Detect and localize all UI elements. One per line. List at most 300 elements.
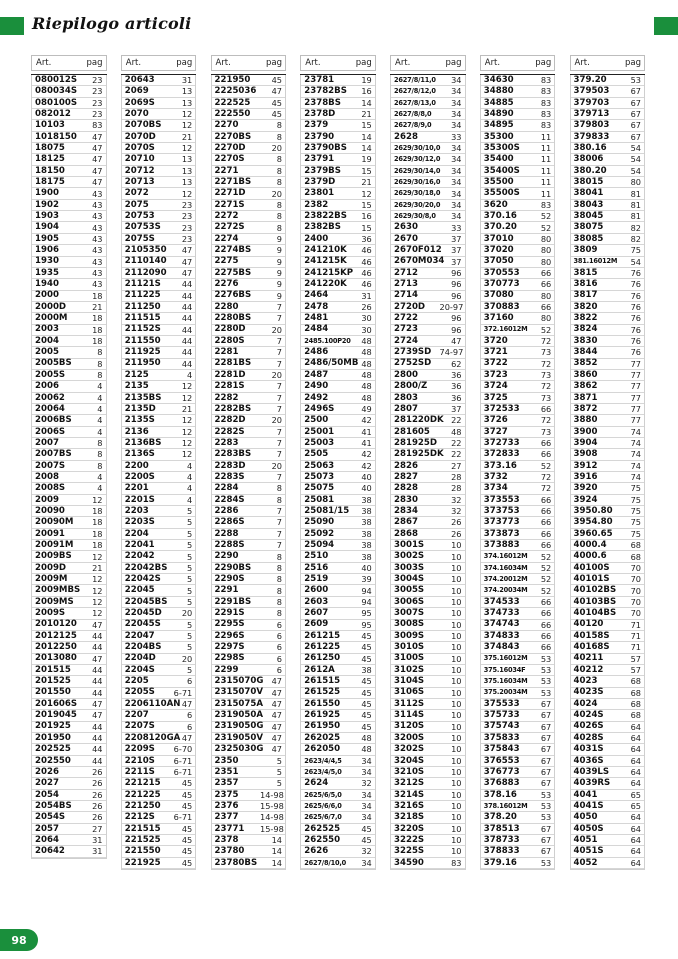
page-ref: 14-98: [260, 789, 284, 800]
table-row: [391, 359, 465, 370]
article-code: 2627/8/13,0: [394, 98, 436, 107]
page-title: Riepilogo articoli: [32, 14, 192, 33]
page-ref: 96: [451, 290, 462, 301]
table-row: [122, 801, 196, 812]
header-pag-label: pag: [176, 58, 193, 68]
table-row: [571, 597, 645, 608]
table-row: [122, 710, 196, 721]
table-row: [391, 404, 465, 415]
article-code: 3880: [573, 415, 598, 426]
article-code: 25090: [304, 517, 335, 528]
index-column: [121, 55, 197, 917]
table-row: [122, 767, 196, 778]
page-ref: 46: [361, 245, 372, 256]
page-ref: 26: [451, 517, 462, 528]
page-ref: 66: [540, 438, 552, 449]
page-ref: 23: [181, 222, 193, 233]
table-row: [391, 688, 465, 699]
table-row: [571, 75, 645, 86]
article-code: 3723: [483, 369, 508, 380]
page-ref: 45: [361, 698, 372, 709]
table-row: [122, 506, 196, 517]
page-ref: 67: [540, 835, 552, 846]
table-row: [122, 551, 196, 562]
article-code: 2283: [214, 437, 239, 448]
page-ref: 47: [92, 619, 103, 630]
table-row: [481, 495, 555, 506]
table-row: [122, 143, 196, 154]
article-code: 375.16034M: [483, 677, 528, 686]
article-code: 2299: [214, 664, 239, 675]
article-code: 2284: [214, 483, 239, 494]
table-row: [32, 381, 106, 392]
page-ref: 41: [361, 426, 372, 437]
table-row: [481, 109, 555, 120]
article-code: 2069: [124, 86, 149, 97]
article-code: 2603: [304, 596, 329, 607]
page-ref: 46: [361, 267, 372, 278]
article-code: 2272: [214, 211, 239, 221]
table-row: [32, 427, 106, 438]
table-row: [212, 75, 286, 86]
page-ref: 8: [276, 120, 282, 131]
table-row: [122, 188, 196, 199]
table-row: [481, 98, 555, 109]
page-ref: 30: [361, 324, 372, 335]
page-ref: 8: [97, 438, 103, 449]
page-ref: 45: [361, 676, 372, 687]
article-code: 2009MBS: [35, 585, 81, 596]
page-ref: 48: [361, 347, 372, 358]
page-ref: 6-71: [173, 812, 193, 823]
table-row: [481, 824, 555, 835]
table-row: [391, 222, 465, 233]
article-code: 2290BS: [214, 562, 252, 573]
table-row: [32, 154, 106, 165]
page-ref: 52: [540, 562, 552, 573]
page-ref: 10: [451, 664, 462, 675]
table-row: [301, 812, 375, 823]
page-ref: 64: [630, 733, 641, 743]
table-row: [122, 790, 196, 801]
page-ref: 67: [540, 846, 552, 857]
header-pag-label: pag: [445, 58, 462, 68]
article-code: 221925: [124, 857, 161, 868]
table-row: [122, 86, 196, 97]
page-ref: 76: [630, 324, 641, 335]
page-ref: 12: [181, 392, 193, 403]
page-ref: 8: [276, 222, 282, 233]
article-code: 23782BS: [304, 86, 347, 97]
table-row: [122, 427, 196, 438]
table-row: [301, 744, 375, 755]
page-ref: 45: [181, 835, 193, 846]
article-code: 2008: [35, 471, 59, 482]
table-row: [122, 608, 196, 619]
page-ref: 66: [540, 494, 552, 505]
page-ref: 95: [361, 608, 372, 619]
table-row: [212, 222, 286, 233]
table-row: [122, 835, 196, 846]
table-row: [481, 222, 555, 233]
page-ref: 43: [92, 245, 103, 256]
page-ref: 80: [540, 245, 552, 256]
page-ref: 83: [540, 86, 552, 97]
page-ref: 8: [276, 211, 282, 222]
page-ref: 41: [361, 438, 372, 449]
page-ref: 71: [630, 619, 641, 630]
table-row: [301, 529, 375, 540]
table-row: [122, 461, 196, 472]
table-row: [481, 756, 555, 767]
table-row: [301, 313, 375, 324]
table-row: [391, 551, 465, 562]
table-row: [122, 313, 196, 324]
article-code: 211925: [124, 347, 161, 358]
article-code: 2519: [304, 574, 329, 584]
table-row: [391, 325, 465, 336]
article-code: 37050: [483, 256, 514, 267]
page-ref: 44: [92, 755, 103, 766]
article-code: 3212S: [394, 778, 425, 789]
table-row: [301, 302, 375, 313]
article-code: 2271BS: [214, 176, 252, 187]
page-ref: 80: [540, 313, 552, 324]
table-row: [301, 381, 375, 392]
page-ref: 12: [181, 109, 193, 120]
table-row: [301, 483, 375, 494]
article-code: 23791: [304, 154, 335, 165]
article-code: 34590: [394, 857, 424, 868]
table-row: [301, 86, 375, 97]
table-row: [571, 801, 645, 812]
page-ref: 43: [92, 279, 103, 290]
page-ref: 68: [630, 551, 641, 562]
table-row: [391, 188, 465, 199]
table-row: [571, 506, 645, 517]
table-row: [122, 132, 196, 143]
table-row: [122, 812, 196, 823]
page-ref: 11: [540, 154, 552, 165]
page-ref: 64: [630, 823, 641, 834]
article-code: 375.16034F: [483, 665, 526, 674]
article-code: 23781: [304, 74, 335, 85]
article-code: 2204BS: [124, 642, 162, 653]
table-row: [301, 540, 375, 551]
page-ref: 32: [451, 494, 462, 505]
article-code: 2110140: [124, 256, 167, 267]
page-ref: 7: [276, 313, 282, 324]
table-row: [212, 631, 286, 642]
header-pag-label: pag: [535, 58, 552, 68]
table-row: [481, 143, 555, 154]
table-row: [301, 733, 375, 744]
table-row: [301, 415, 375, 426]
page-ref: 52: [540, 222, 552, 233]
page-ref: 47: [92, 131, 103, 142]
page-ref: 80: [540, 233, 552, 244]
page-ref: 44: [92, 630, 103, 641]
article-code: 2319050G: [214, 721, 264, 732]
article-code: 22042BS: [124, 562, 168, 573]
table-row: [481, 75, 555, 86]
page-ref: 64: [630, 744, 641, 755]
page-ref: 15: [361, 199, 372, 210]
article-code: 221550: [124, 846, 161, 857]
article-code: 3222S: [394, 834, 425, 845]
page-ref: 11: [540, 143, 552, 154]
article-code: 2072: [124, 188, 149, 199]
table-row: [122, 699, 196, 710]
header-pag-label: pag: [266, 58, 282, 68]
page-ref: 47: [92, 143, 103, 154]
page-ref: 14: [271, 835, 282, 846]
table-row: [32, 370, 106, 381]
page-ref: 26: [92, 767, 103, 778]
table-row: [122, 778, 196, 789]
article-code: 2297S: [214, 642, 245, 653]
article-code: 2485.100P20: [304, 336, 351, 345]
article-code: 1902: [35, 199, 59, 210]
article-code: 3202S: [394, 744, 425, 755]
article-code: 2723: [394, 324, 418, 335]
article-code: 2270S: [214, 154, 245, 165]
page-ref: 31: [361, 290, 372, 301]
table-row: [481, 597, 555, 608]
table-row: [32, 812, 106, 823]
page-ref: 6: [187, 676, 193, 687]
table-row: [301, 359, 375, 370]
page-ref: 5: [187, 517, 193, 528]
article-code: 201525: [35, 676, 71, 687]
article-code: 2830: [394, 494, 418, 505]
page-ref: 83: [540, 75, 552, 86]
table-row: [212, 551, 286, 562]
article-code: 373773: [483, 517, 520, 528]
page-ref: 77: [630, 358, 641, 369]
page-ref: 12: [181, 188, 193, 199]
page-ref: 64: [630, 812, 641, 823]
article-code: 3862: [573, 381, 598, 392]
article-code: 2004: [35, 335, 59, 346]
table-row: [212, 688, 286, 699]
table-row: [301, 756, 375, 767]
page-ref: 39: [361, 574, 372, 585]
table-row: [571, 744, 645, 755]
page-ref: 38: [361, 494, 372, 505]
article-code: 4050S: [573, 823, 604, 834]
page-ref: 32: [361, 846, 372, 857]
page-ref: 47: [271, 698, 282, 709]
table-row: [212, 642, 286, 653]
article-code: 2203S: [124, 517, 155, 528]
article-code: 241210K: [304, 245, 347, 256]
article-code: 2629/30/20,0: [394, 200, 441, 209]
article-code: 2205S: [124, 687, 155, 698]
page-ref: 76: [630, 290, 641, 301]
table-row: [32, 642, 106, 653]
page-ref: 8: [97, 347, 103, 358]
table-row: [122, 177, 196, 188]
page-ref: 46: [361, 279, 372, 290]
page-ref: 7: [276, 381, 282, 392]
article-code: 261250: [304, 653, 341, 664]
page-ref: 82: [630, 233, 641, 244]
table-row: [301, 257, 375, 268]
article-code: 20753S: [124, 222, 161, 233]
page-ref: 83: [451, 857, 462, 868]
table-row: [481, 404, 555, 415]
page-ref: 12: [92, 551, 103, 562]
table-row: [212, 699, 286, 710]
page-ref: 20: [181, 653, 193, 664]
article-code: 3002S: [394, 551, 425, 562]
table-row: [391, 427, 465, 438]
page-ref: 43: [92, 188, 103, 199]
article-code: 201515: [35, 664, 71, 675]
table-row: [481, 347, 555, 358]
table-row: [571, 483, 645, 494]
table-row: [391, 449, 465, 460]
article-code: 1904: [35, 222, 59, 233]
page-ref: 75: [630, 506, 641, 517]
article-code: 2827: [394, 471, 418, 482]
page-ref: 5: [187, 540, 193, 551]
article-code: 25092: [304, 528, 335, 539]
table-row: [212, 200, 286, 211]
article-code: 2007BS: [35, 449, 72, 460]
table-row: [301, 654, 375, 665]
page-ref: 64: [630, 755, 641, 766]
table-row: [122, 495, 196, 506]
page-ref: 26: [92, 778, 103, 789]
article-code: 2010120: [35, 619, 77, 630]
article-code: 2868: [394, 528, 418, 539]
table-row: [301, 620, 375, 631]
header-art-label: Art.: [305, 58, 321, 68]
article-code: 3732: [483, 471, 508, 482]
table-row: [212, 461, 286, 472]
table-row: [571, 313, 645, 324]
page-ref: 66: [540, 279, 552, 290]
table-row: [212, 86, 286, 97]
table-row: [122, 222, 196, 233]
table-row: [301, 222, 375, 233]
table-row: [301, 642, 375, 653]
article-code: 20091M: [35, 539, 74, 550]
article-code: 2270D: [214, 142, 246, 153]
page-ref: 12: [92, 574, 103, 585]
page-ref: 6: [276, 664, 282, 675]
page-ref: 67: [630, 97, 641, 108]
article-code: 2607: [304, 608, 329, 619]
page-ref: 8: [276, 199, 282, 210]
article-code: 2210S: [124, 755, 155, 766]
table-row: [122, 620, 196, 631]
table-row: [391, 824, 465, 835]
article-code: 25081: [304, 494, 335, 505]
header-accent-left: [0, 17, 24, 35]
article-code: 372.16012M: [483, 325, 528, 334]
page-ref: 11: [540, 188, 552, 199]
table-row: [212, 393, 286, 404]
index-column: [570, 55, 646, 917]
table-row: [481, 665, 555, 676]
article-code: 3852: [573, 358, 598, 369]
page-ref: 46: [361, 256, 372, 267]
article-code: 20712: [124, 165, 155, 176]
table-row: [571, 166, 645, 177]
article-code: 40158S: [573, 630, 610, 641]
page-ref: 48: [361, 392, 372, 403]
page-ref: 20: [271, 370, 282, 380]
page-ref: 66: [540, 449, 552, 460]
article-code: 2500: [304, 415, 329, 426]
page-ref: 36: [451, 392, 462, 403]
table-row: [481, 801, 555, 812]
article-code: 2283S: [214, 471, 245, 482]
table-row: [571, 98, 645, 109]
article-code: 40101S: [573, 574, 610, 584]
article-code: 2600: [304, 585, 329, 596]
article-code: 379713: [573, 108, 610, 119]
page-ref: 80: [540, 290, 552, 301]
page-ref: 66: [540, 528, 552, 539]
table-row: [32, 540, 106, 551]
table-row: [571, 676, 645, 687]
table-row: [301, 404, 375, 415]
table-row: [212, 608, 286, 619]
table-row: [122, 676, 196, 687]
table-row: [32, 347, 106, 358]
table-row: [212, 177, 286, 188]
table-row: [571, 756, 645, 767]
article-code: 2624: [304, 778, 329, 789]
article-code: 380.16: [573, 142, 607, 153]
table-row: [391, 835, 465, 846]
page-ref: 14: [361, 97, 372, 108]
page-ref: 10: [451, 755, 462, 766]
table-row: [122, 268, 196, 279]
article-code: 374.16012M: [483, 552, 528, 561]
article-code: 2009S: [35, 608, 66, 619]
page-ref: 5: [187, 562, 193, 573]
page-ref: 75: [630, 517, 641, 528]
table-row: [481, 381, 555, 392]
page-ref: 6-71: [173, 755, 193, 766]
page-ref: 11: [540, 165, 552, 176]
article-code: 20753: [124, 211, 155, 221]
table-row: [32, 200, 106, 211]
article-code: 261925: [304, 710, 341, 721]
article-code: 2315070G: [214, 676, 264, 687]
page-ref: 13: [181, 154, 193, 165]
table-row: [571, 585, 645, 596]
article-code: 262050: [304, 744, 341, 755]
table-row: [301, 268, 375, 279]
page-ref: 38: [361, 540, 372, 551]
table-row: [32, 75, 106, 86]
page-ref: 21: [361, 109, 372, 120]
page-ref: 75: [630, 483, 641, 494]
article-code: 40102BS: [573, 585, 617, 596]
article-code: 375843: [483, 744, 520, 755]
article-code: 1903: [35, 211, 59, 221]
page-ref: 26: [451, 528, 462, 539]
table-row: [212, 812, 286, 823]
page-ref: 52: [540, 585, 552, 596]
page-ref: 5: [187, 664, 193, 675]
